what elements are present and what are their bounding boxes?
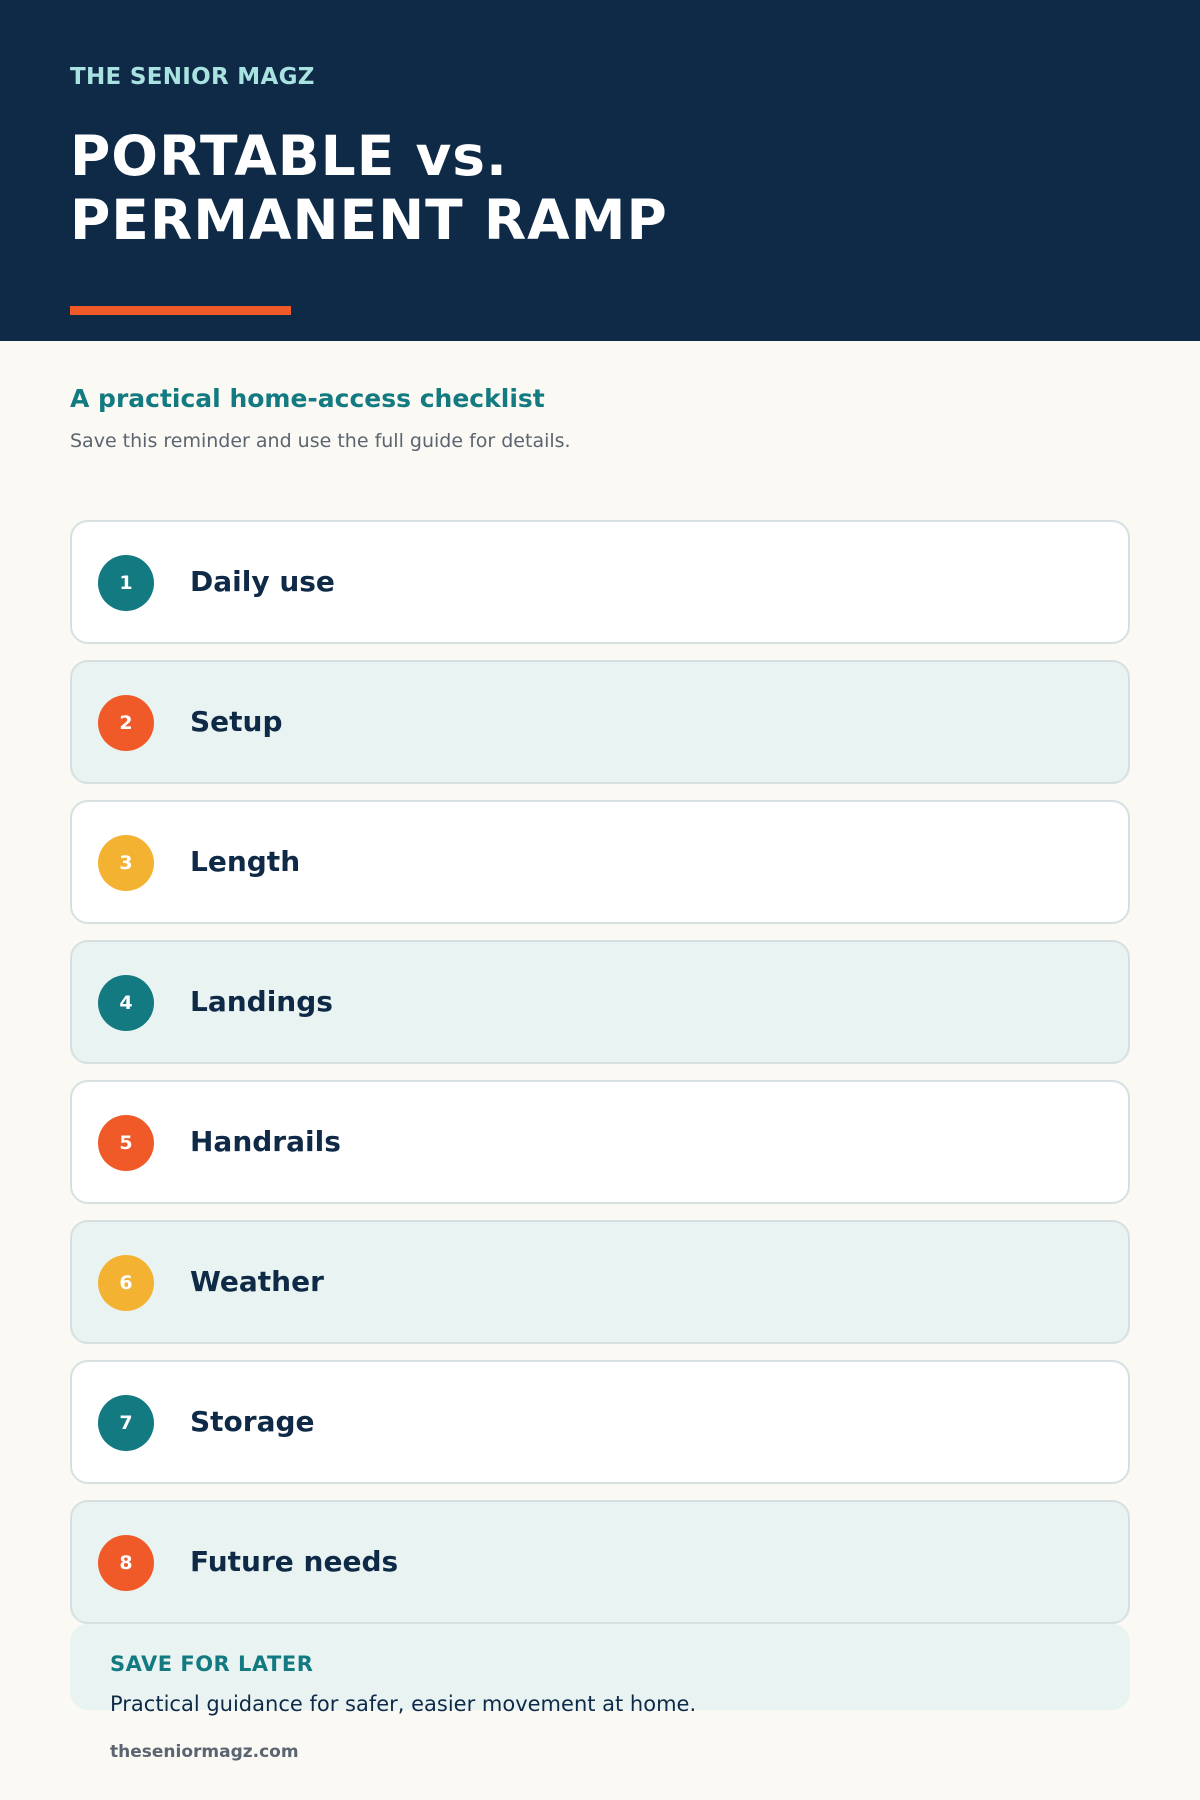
checklist <box>70 520 1130 1640</box>
step-number-badge: 4 <box>98 975 154 1031</box>
checklist-item-label: Weather <box>190 1265 324 1298</box>
save-for-later-text: Practical guidance for safer, easier movement at home. <box>110 1692 697 1716</box>
brand-name: THE SENIOR MAGZ <box>70 64 315 90</box>
checklist-item-length <box>70 800 1130 924</box>
step-number-badge: 2 <box>98 695 154 751</box>
page-title-line-1: PORTABLE vs. <box>70 124 508 188</box>
checklist-item-label: Setup <box>190 705 283 738</box>
checklist-item-daily-use <box>70 520 1130 644</box>
checklist-item-future-needs <box>70 1500 1130 1624</box>
page-title <box>70 124 668 252</box>
checklist-item-landings <box>70 940 1130 1064</box>
checklist-item-label: Landings <box>190 985 333 1018</box>
checklist-item-setup <box>70 660 1130 784</box>
page-title-line-2: PERMANENT RAMP <box>70 188 668 252</box>
checklist-subtitle: A practical home-access checklist <box>70 384 545 413</box>
checklist-item-label: Future needs <box>190 1545 399 1578</box>
step-number-badge: 8 <box>98 1535 154 1591</box>
accent-divider <box>70 306 291 315</box>
checklist-item-label: Daily use <box>190 565 335 598</box>
checklist-item-weather <box>70 1220 1130 1344</box>
step-number-badge: 1 <box>98 555 154 611</box>
checklist-item-handrails <box>70 1080 1130 1204</box>
intro-text: Save this reminder and use the full guide for details. <box>70 430 571 452</box>
checklist-item-label: Length <box>190 845 301 878</box>
save-for-later-heading: SAVE FOR LATER <box>110 1652 314 1676</box>
step-number-badge: 6 <box>98 1255 154 1311</box>
site-url: theseniormagz.com <box>110 1742 299 1762</box>
checklist-item-label: Handrails <box>190 1125 341 1158</box>
checklist-item-label: Storage <box>190 1405 315 1438</box>
step-number-badge: 5 <box>98 1115 154 1171</box>
step-number-badge: 3 <box>98 835 154 891</box>
checklist-item-storage <box>70 1360 1130 1484</box>
step-number-badge: 7 <box>98 1395 154 1451</box>
